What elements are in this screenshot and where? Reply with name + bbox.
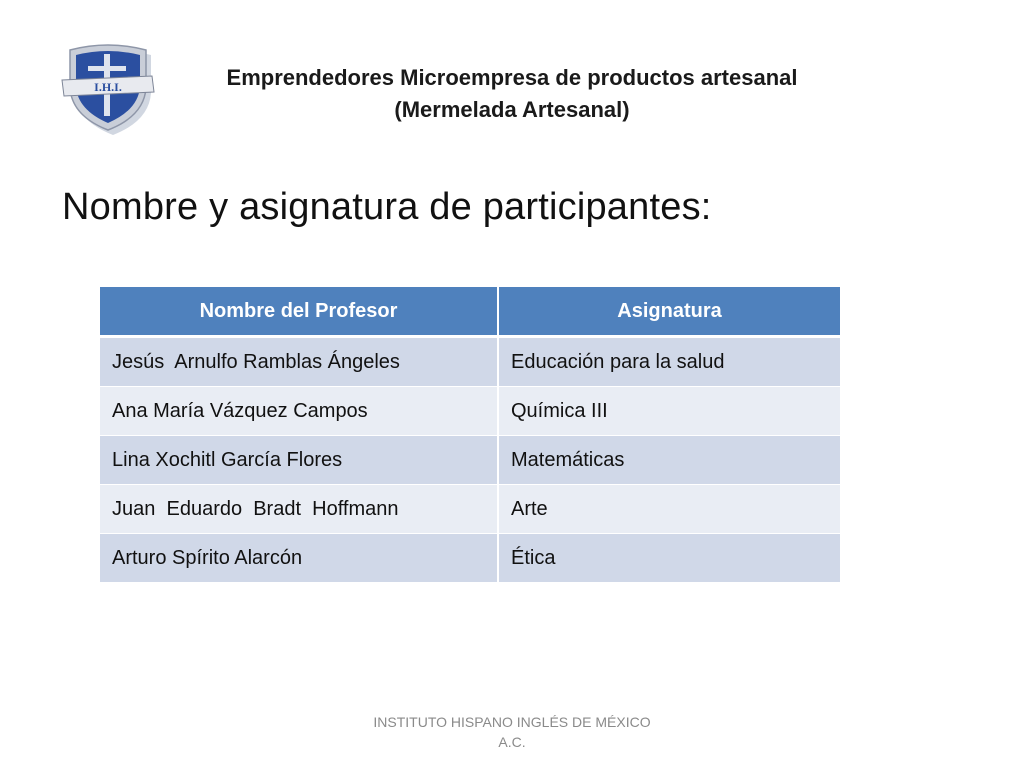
table-header-row	[100, 287, 840, 337]
cell-asignatura: Arte	[498, 485, 840, 534]
table-row	[100, 436, 840, 485]
cell-asignatura: Ética	[498, 534, 840, 583]
footer-line-1: INSTITUTO HISPANO INGLÉS DE MÉXICO	[373, 714, 651, 730]
table-row	[100, 387, 840, 436]
cell-asignatura: Matemáticas	[498, 436, 840, 485]
footer-line-2: A.C.	[498, 734, 526, 750]
cell-profesor: Ana María Vázquez Campos	[100, 387, 498, 436]
svg-text:I.H.I.: I.H.I.	[94, 80, 122, 94]
cell-asignatura: Química III	[498, 387, 840, 436]
cell-profesor: Juan Eduardo Bradt Hoffmann	[100, 485, 498, 534]
cell-profesor: Jesús Arnulfo Ramblas Ángeles	[100, 337, 498, 387]
column-header-asignatura: Asignatura	[498, 287, 840, 337]
participants-table	[100, 287, 840, 583]
title-line-1: Emprendedores Microempresa de productos artesanal	[226, 65, 798, 90]
title-line-2: (Mermelada Artesanal)	[394, 97, 630, 122]
column-header-profesor: Nombre del Profesor	[100, 287, 498, 337]
presentation-title	[180, 62, 844, 126]
cell-profesor: Lina Xochitl García Flores	[100, 436, 498, 485]
footer	[362, 712, 662, 752]
table-row	[100, 337, 840, 387]
cell-asignatura: Educación para la salud	[498, 337, 840, 387]
shield-crest-icon	[58, 40, 158, 136]
section-heading: Nombre y asignatura de participantes:	[62, 186, 712, 228]
table-row	[100, 485, 840, 534]
table-row	[100, 534, 840, 583]
cell-profesor: Arturo Spírito Alarcón	[100, 534, 498, 583]
